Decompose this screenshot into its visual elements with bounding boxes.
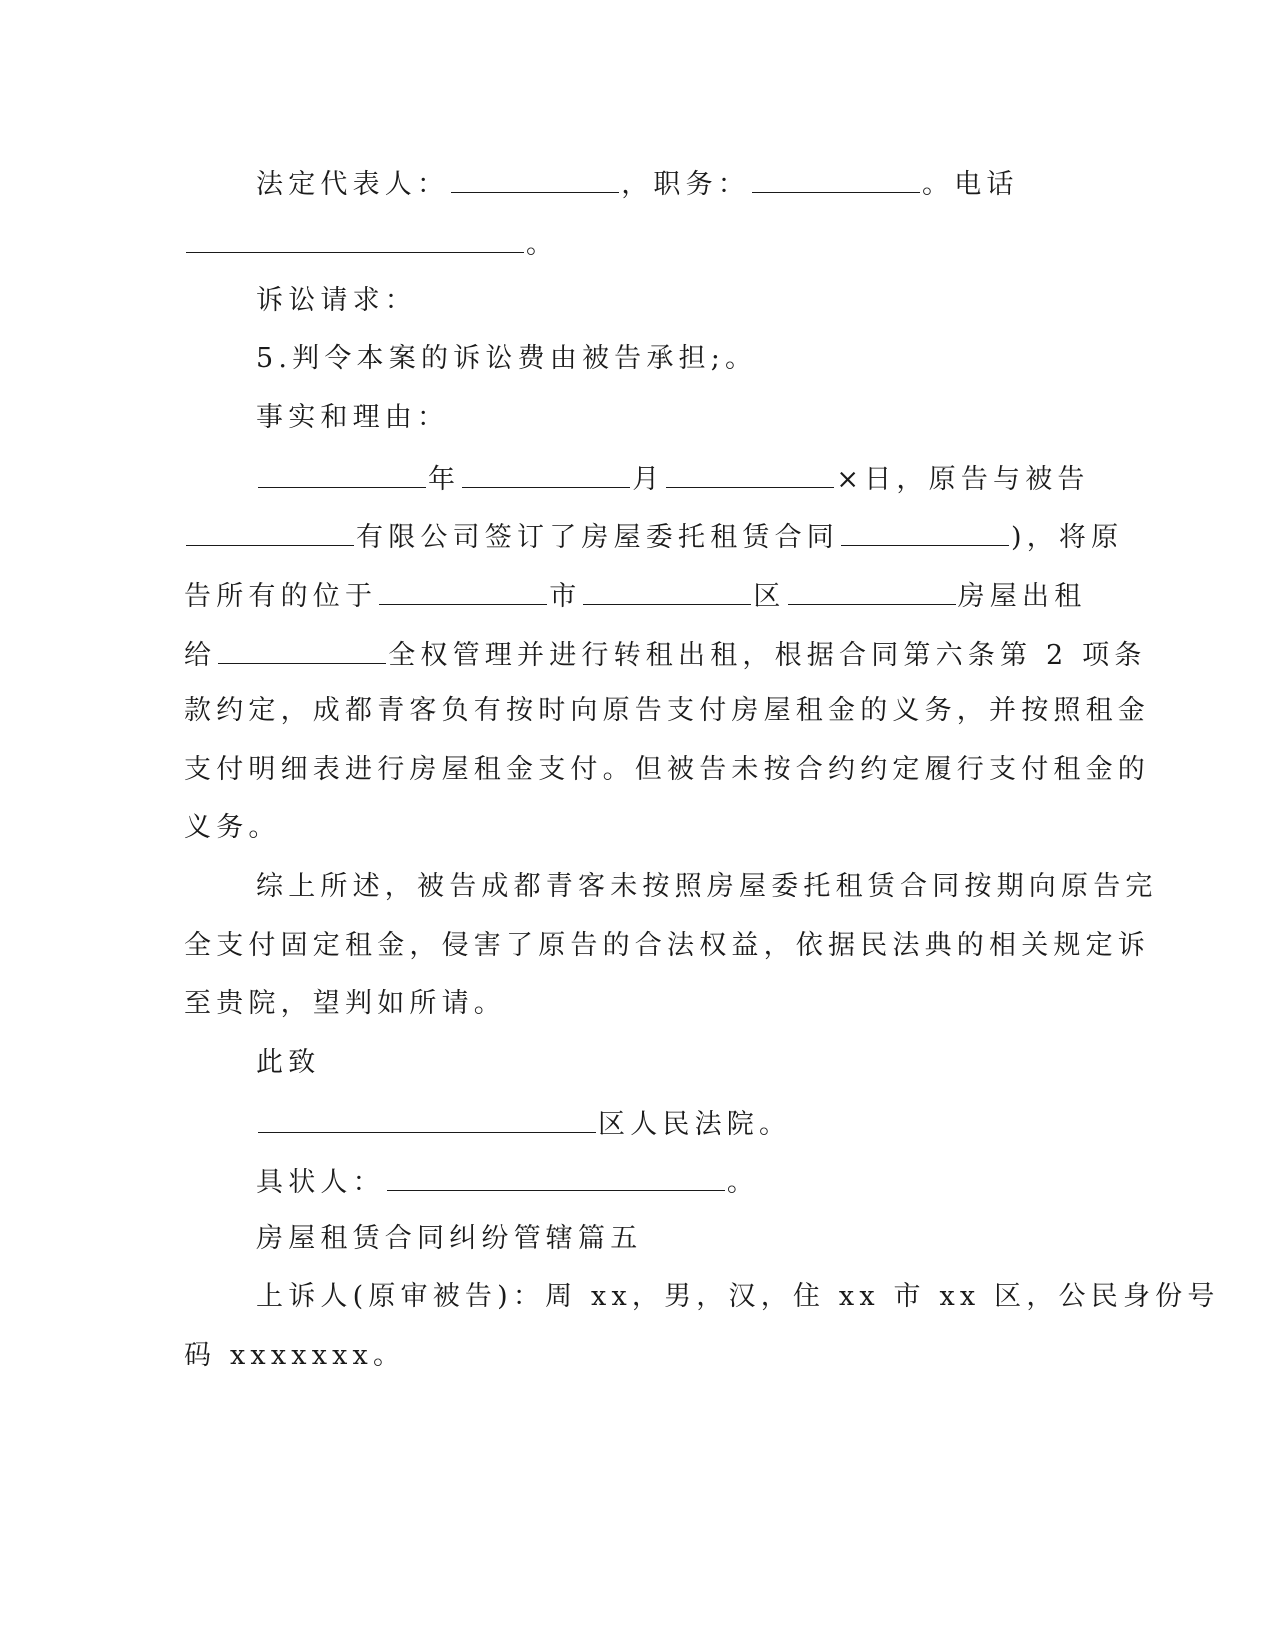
conclusion-line: 至贵院，望判如所请。 xyxy=(184,988,506,1019)
blank-field xyxy=(788,574,956,605)
plaintiff-signature-line: 具状人： 。 xyxy=(256,1160,759,1200)
blank-field xyxy=(666,457,834,488)
paragraph-line: 年 月 ×日，原告与被告 xyxy=(256,457,1090,497)
blank-field xyxy=(258,1102,596,1133)
claim-item-5: 5.判令本案的诉讼费由被告承担;。 xyxy=(256,343,758,374)
blank-field xyxy=(258,457,426,488)
paragraph-line: 义务。 xyxy=(184,812,281,843)
paragraph-line: 给 全权管理并进行转租出租，根据合同第六条第 2 项条 xyxy=(184,633,1147,673)
paragraph-line: 支付明细表进行房屋租金支付。但被告未按合约约定履行支付租金的 xyxy=(184,754,1150,785)
blank-field xyxy=(462,457,630,488)
blank-field xyxy=(186,515,354,546)
blank-field xyxy=(387,1160,725,1191)
blank-field xyxy=(752,162,920,193)
blank-field xyxy=(379,574,547,605)
paragraph-line: 告所有的位于 市 区 房屋出租 xyxy=(184,574,1086,614)
facts-heading: 事实和理由： xyxy=(256,402,450,433)
court-line: 区人民法院。 xyxy=(256,1102,791,1142)
conclusion-line: 全支付固定租金，侵害了原告的合法权益，依据民法典的相关规定诉 xyxy=(184,930,1150,961)
salutation: 此致 xyxy=(256,1047,321,1078)
blank-field xyxy=(583,574,751,605)
phone-blank-line: 。 xyxy=(184,222,558,262)
paragraph-line: 有限公司签订了房屋委托租赁合同 )，将原 xyxy=(184,515,1123,555)
appellant-line: 上诉人(原审被告)：周 xx，男，汉，住 xx 市 xx 区，公民身份号 xyxy=(256,1281,1220,1312)
legal-representative-label: 法定代表人： xyxy=(256,169,450,200)
blank-field xyxy=(841,515,1009,546)
blank-field xyxy=(218,633,386,664)
conclusion-line: 综上所述，被告成都青客未按照房屋委托租赁合同按期向原告完 xyxy=(256,871,1158,902)
blank-field xyxy=(186,222,524,253)
legal-representative-line xyxy=(256,162,1019,202)
paragraph-line: 款约定，成都青客负有按时向原告支付房屋租金的义务，并按照租金 xyxy=(184,695,1150,726)
claims-heading: 诉讼请求： xyxy=(256,285,417,316)
section-title: 房屋租赁合同纠纷管辖篇五 xyxy=(256,1223,643,1254)
position-label: ，职务： xyxy=(621,169,751,200)
appellant-line: 码 xxxxxxx。 xyxy=(184,1340,406,1371)
phone-label: 。电话 xyxy=(922,169,1019,200)
blank-field xyxy=(451,162,619,193)
